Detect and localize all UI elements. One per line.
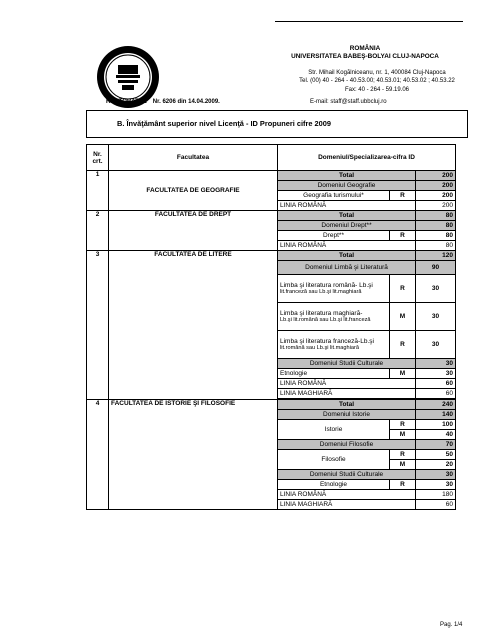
line-value: 60 — [416, 379, 456, 389]
total-value: 80 — [416, 211, 456, 221]
email-link[interactable]: E-mail: staff@staff.ubbcluj.ro — [310, 99, 387, 105]
line-value: 80 — [416, 241, 456, 251]
line-code: M — [390, 460, 416, 470]
line-code: R — [390, 331, 416, 359]
line-label: LINIA MAGHIARĂ — [278, 389, 416, 399]
line-code: M — [390, 303, 416, 331]
specialization-value: 40 — [416, 430, 456, 440]
domain-label: Domeniul Studii Culturale — [278, 359, 416, 369]
line-label: LINIA ROMÂNĂ — [278, 201, 416, 211]
table-row — [87, 171, 456, 181]
table-row — [87, 400, 456, 410]
specialization-label: Geografia turismului* — [278, 191, 390, 201]
specialization-value: 100 — [416, 420, 456, 430]
line-value: 60 — [416, 389, 456, 399]
domain-value: 30 — [416, 359, 456, 369]
faculty-name: FACULTATEA DE GEOGRAFIE — [109, 171, 278, 211]
faculty-nr: 1 — [87, 171, 109, 211]
specialization-label: Filosofie — [278, 450, 390, 470]
total-value: 200 — [416, 171, 456, 181]
faculty-nr: 2 — [87, 211, 109, 251]
total-label: Total — [278, 400, 416, 410]
domain-label: Domeniul Istorie — [278, 410, 416, 420]
total-value: 240 — [416, 400, 456, 410]
domain-label: Domeniul Filosofie — [278, 440, 416, 450]
total-label: Total — [278, 211, 416, 221]
specialization-label: Etnologie — [278, 369, 390, 379]
header-domain: Domeniul/Specializarea-cifra ID — [278, 145, 456, 171]
specialization-label: Drept** — [278, 231, 390, 241]
specialization-value: 200 — [416, 191, 456, 201]
total-value: 120 — [416, 251, 456, 261]
table-header-row — [87, 145, 456, 171]
domain-label: Domeniul Studii Culturale — [278, 470, 416, 480]
line-label: LINIA ROMÂNĂ — [278, 490, 416, 500]
line-code: M — [390, 430, 416, 440]
faculty-name: FACULTATEA DE LITERE — [109, 251, 278, 400]
specialization-label: Istorie — [278, 420, 390, 440]
specialization-value: 30 — [416, 331, 456, 359]
specialization-value: 30 — [416, 275, 456, 303]
domain-value: 200 — [416, 181, 456, 191]
faculty-nr: 3 — [87, 251, 109, 400]
domain-label: Domeniul Drept** — [278, 221, 416, 231]
table-row — [87, 251, 456, 261]
domain-value: 70 — [416, 440, 456, 450]
university-name: UNIVERSITATEA BABEŞ-BOLYAI CLUJ-NAPOCA — [291, 53, 439, 60]
specialization-value: 20 — [416, 460, 456, 470]
faculty-name: FACULTATEA DE DREPT — [109, 211, 278, 251]
specialization-value: 30 — [416, 369, 456, 379]
header-nr: Nr. crt. — [87, 145, 109, 171]
faculty-name: FACULTATEA DE ISTORIE ŞI FILOSOFIE — [109, 400, 278, 510]
domain-value: 90 — [416, 261, 456, 275]
specialization-value: 80 — [416, 231, 456, 241]
section-title: B. Învăţământ superior nivel Licenţă - ID Propuneri cifre 2009 — [117, 119, 331, 128]
line-code: R — [390, 231, 416, 241]
domain-value: 80 — [416, 221, 456, 231]
fax-text: Fax: 40 - 264 - 59.19.06 — [344, 87, 410, 93]
line-code: R — [390, 420, 416, 430]
domain-label: Domeniul Limbă şi Literatură — [278, 261, 416, 275]
line-label: LINIA ROMÂNĂ — [278, 241, 416, 251]
table-row — [87, 211, 456, 221]
domain-value: 30 — [416, 470, 456, 480]
phone-text: Tel. (00) 40 - 264 - 40.53.00; 40.53.01; 40.53.02 ; 40.53.22 — [299, 78, 455, 84]
total-label: Total — [278, 171, 416, 181]
admissions-table — [86, 144, 456, 510]
line-code: M — [390, 369, 416, 379]
line-label: LINIA ROMÂNĂ — [278, 379, 416, 389]
specialization-value: 30 — [416, 480, 456, 490]
header-rule — [275, 21, 463, 22]
line-code: R — [390, 191, 416, 201]
domain-label: Domeniul Geografie — [278, 181, 416, 191]
page-number: Pag. 1/4 — [440, 622, 463, 628]
specialization-value: 30 — [416, 303, 456, 331]
total-label: Total — [278, 251, 416, 261]
domain-value: 140 — [416, 410, 456, 420]
line-code: R — [390, 480, 416, 490]
rectorat-reference: RECTORATUL Nr. 6206 din 14.04.2009. — [106, 99, 220, 105]
line-code: R — [390, 275, 416, 303]
faculty-nr: 4 — [87, 400, 109, 510]
line-label: LINIA MAGHIARĂ — [278, 500, 416, 510]
section-title-box — [86, 110, 468, 138]
header-faculty: Facultatea — [109, 145, 278, 171]
specialization-label: Etnologie — [278, 480, 390, 490]
line-value: 200 — [416, 201, 456, 211]
address-text: Str. Mihail Kogălniceanu, nr. 1, 400084 Cluj-Napoca — [308, 70, 446, 76]
line-code: R — [390, 450, 416, 460]
specialization-label: Limba şi literatura franceză-Lb.şi lit.română sau Lb.şi lit.maghiară — [278, 331, 390, 359]
specialization-label: Limba şi literatura maghiară- Lb.şi lit.română sau Lb.şi lit.franceză — [278, 303, 390, 331]
line-value: 180 — [416, 490, 456, 500]
country-label: ROMÂNIA — [349, 45, 381, 52]
line-value: 60 — [416, 500, 456, 510]
specialization-value: 50 — [416, 450, 456, 460]
specialization-label: Limba şi literatura română- Lb.şi lit.franceză sau Lb.şi lit.maghiară — [278, 275, 390, 303]
